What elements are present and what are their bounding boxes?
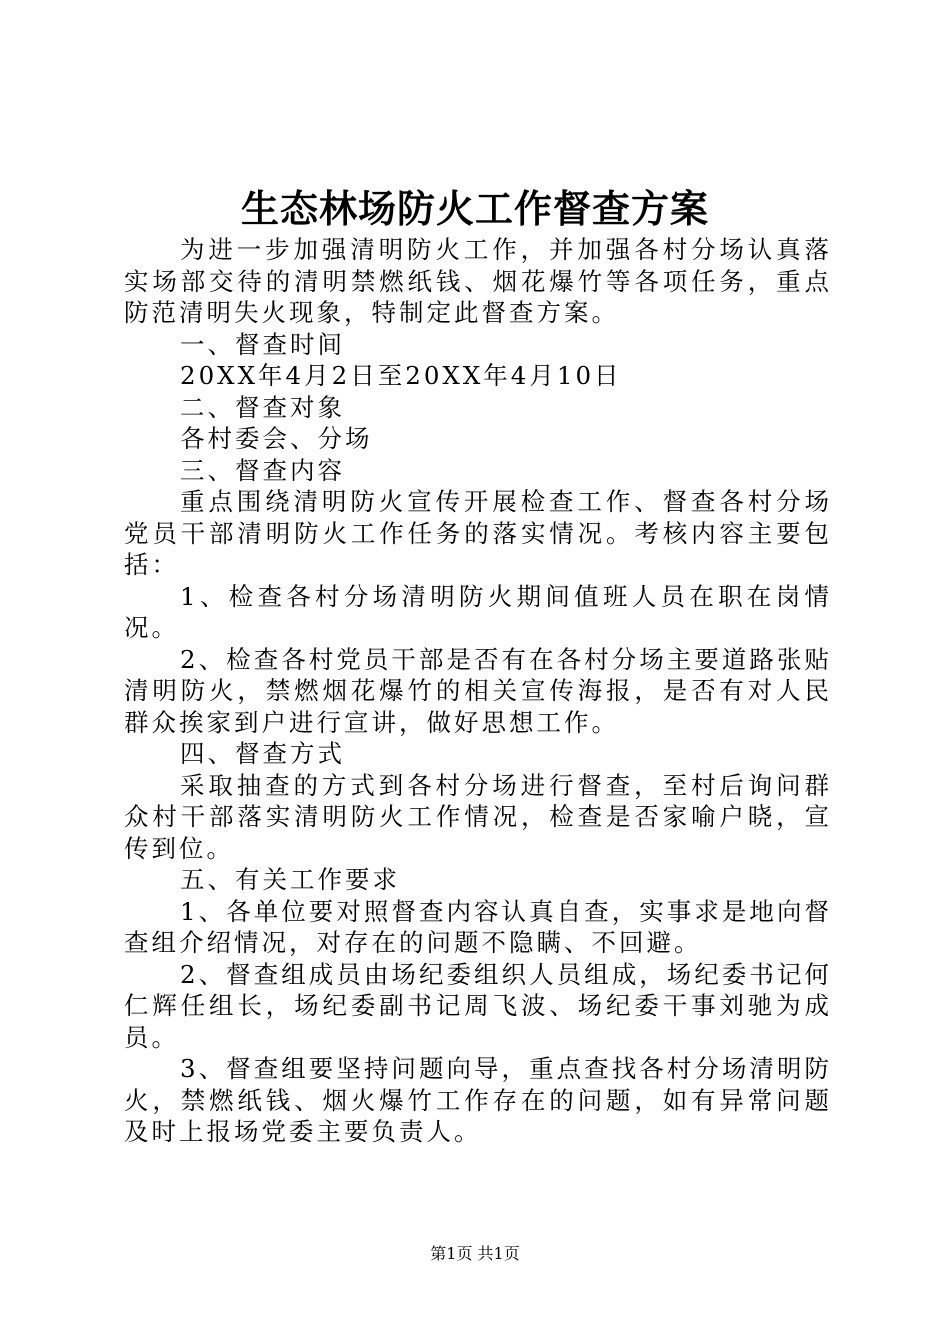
paragraph-target: 各村委会、分场 — [180, 424, 373, 453]
section-heading-content: 三、督查内容 — [180, 455, 345, 485]
document-body — [124, 234, 832, 1148]
paragraph-method: 采取抽查的方式到各村分场进行督查，至村后询问群众村干部落实清明防火工作情况，检查是否家喻户晓，宣传到位。 — [124, 770, 832, 863]
section-heading-method: 四、督查方式 — [180, 739, 345, 768]
paragraph-content-item-2: 2、检查各村党员干部是否有在各村分场主要道路张贴清明防火，禁燃烟花爆竹的相关宣传海报，是否有对人民群众挨家到户进行宣讲，做好思想工作。 — [124, 644, 832, 737]
document-title: 生态林场防火工作督查方案 — [240, 186, 709, 231]
paragraph-requirement-3: 3、督查组要坚持问题向导，重点查找各村分场清明防火，禁燃纸钱、烟火爆竹工作存在的问题，如有异常问题及时上报场党委主要负责人。 — [124, 1054, 832, 1146]
paragraph-intro: 为进一步加强清明防火工作，并加强各村分场认真落实场部交待的清明禁燃纸钱、烟花爆竹等各项任务，重点防范清明失火现象，特制定此督查方案。 — [124, 235, 832, 327]
paragraph-requirement-1: 1、各单位要对照督查内容认真自查，实事求是地向督查组介绍情况，对存在的问题不隐瞒、不回避。 — [124, 896, 832, 957]
paragraph-time: 20XX年4月2日至20XX年4月10日 — [180, 361, 622, 390]
paragraph-content-item-1: 1、检查各村分场清明防火期间值班人员在职在岗情况。 — [124, 581, 832, 642]
section-heading-time: 一、督查时间 — [180, 329, 345, 359]
section-heading-target: 二、督查对象 — [180, 392, 345, 422]
section-heading-requirements: 五、有关工作要求 — [180, 865, 400, 894]
paragraph-content: 重点围绕清明防火宣传开展检查工作、督查各村分场党员干部清明防火工作任务的落实情况。考核内容主要包括： — [124, 487, 832, 579]
page-footer: 第1页 共1页 — [430, 1244, 520, 1263]
paragraph-requirement-2: 2、督查组成员由场纪委组织人员组成，场纪委书记何仁辉任组长，场纪委副书记周飞波、场纪委干事刘驰为成员。 — [124, 959, 832, 1052]
